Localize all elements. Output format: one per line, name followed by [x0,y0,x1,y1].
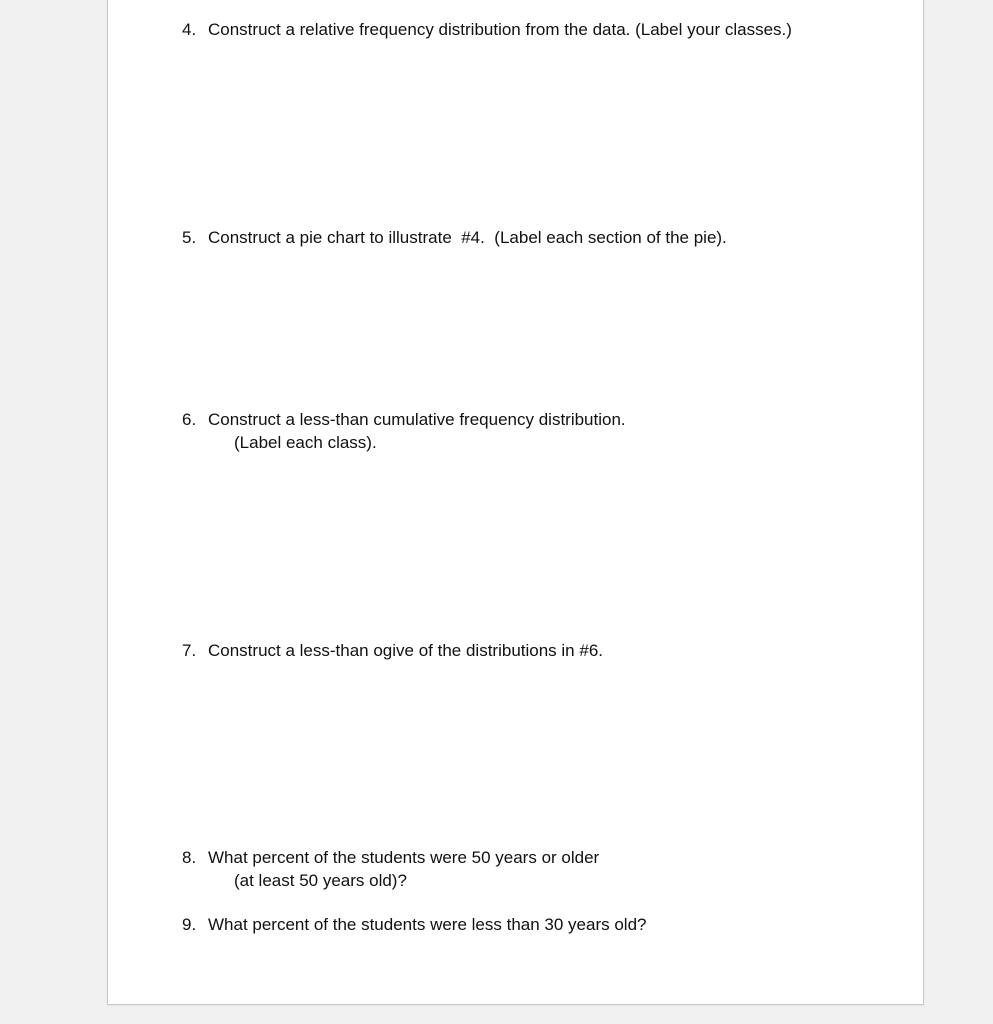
question-number: 7. [182,641,197,660]
question-number: 6. [182,410,197,429]
question-number: 4. [182,20,197,39]
question-text: What percent of the students were 50 years or older [208,848,600,867]
question-text: Construct a less-than ogive of the distributions in #6. [208,641,603,660]
question-number: 9. [182,915,197,934]
question-text: What percent of the students were less than 30 years old? [208,915,647,934]
question-text: Construct a pie chart to illustrate #4. (Label each section of the pie). [208,228,727,247]
question-9 [182,913,646,936]
question-text: Construct a less-than cumulative frequency distribution. [208,410,626,429]
question-4 [182,18,792,41]
question-text: Construct a relative frequency distribution from the data. (Label your classes.) [208,20,792,39]
question-7 [182,639,603,662]
question-continuation: (Label each class). [234,433,377,452]
question-8 [182,846,599,892]
question-number: 5. [182,228,197,247]
question-continuation: (at least 50 years old)? [234,871,407,890]
question-6 [182,408,626,454]
question-5 [182,226,727,249]
question-number: 8. [182,848,197,867]
